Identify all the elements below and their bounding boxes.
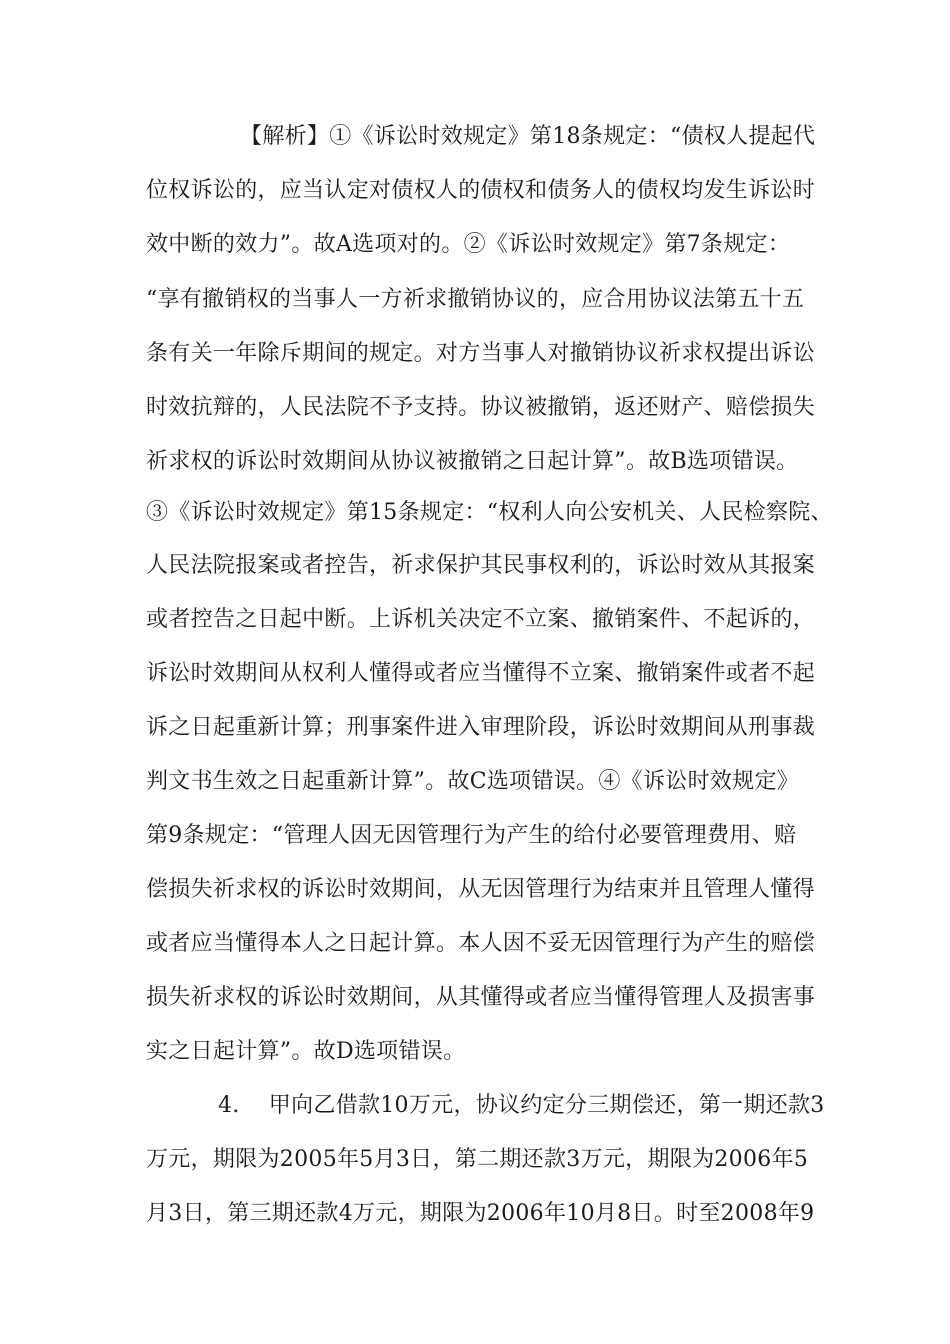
text-line: 条有关一年除斥期间的规定。对方当事人对撤销协议祈求权提出诉讼 (146, 341, 816, 366)
text-line: 诉讼时效期间从权利人懂得或者应当懂得不立案、撤销案件或者不起 (146, 661, 816, 686)
text-line: “享有撤销权的当事人一方祈求撤销协议的，应合用协议法第五十五 (146, 287, 805, 312)
text-line: 或者应当懂得本人之日起计算。本人因不妥无因管理行为产生的赔偿 (146, 931, 816, 956)
text-line: 4. 甲向乙借款10万元，协议约定分三期偿还，第一期还款3 (218, 1093, 825, 1118)
text-line: 实之日起计算”。故D选项错误。 (146, 1039, 466, 1064)
text-line: 或者控告之日起中断。上诉机关决定不立案、撤销案件、不起诉的， (146, 607, 816, 632)
text-line: 万元，期限为2005年5月3日，第二期还款3万元，期限为2006年5 (146, 1147, 809, 1172)
text-line: 【解析】①《诉讼时效规定》第18条规定：“债权人提起代 (240, 124, 816, 149)
text-line: 判文书生效之日起重新计算”。故C选项错误。④《诉讼时效规定》 (146, 769, 800, 794)
text-line: 祈求权的诉讼时效期间从协议被撤销之日起计算”。故B选项错误。 (146, 449, 799, 474)
text-line: 偿损失祈求权的诉讼时效期间，从无因管理行为结束并且管理人懂得 (146, 877, 816, 902)
text-line: 月3日，第三期还款4万元，期限为2006年10月8日。时至2008年9 (146, 1201, 815, 1226)
text-line: 损失祈求权的诉讼时效期间，从其懂得或者应当懂得管理人及损害事 (146, 985, 816, 1010)
text-line: ③《诉讼时效规定》第15条规定：“权利人向公安机关、人民检察院、 (146, 500, 833, 525)
text-line: 位权诉讼的，应当认定对债权人的债权和债务人的债权均发生诉讼时 (146, 178, 816, 203)
text-line: 效中断的效力”。故A选项对的。②《诉讼时效规定》第7条规定： (146, 232, 791, 257)
text-line: 诉之日起重新计算；刑事案件进入审理阶段，诉讼时效期间从刑事裁 (146, 715, 816, 740)
text-line: 第9条规定：“管理人因无因管理行为产生的给付必要管理费用、赔 (146, 823, 797, 848)
text-line: 人民法院报案或者控告，祈求保护其民事权利的，诉讼时效从其报案 (146, 553, 816, 578)
text-line: 时效抗辩的，人民法院不予支持。协议被撤销，返还财产、赔偿损失 (146, 395, 816, 420)
